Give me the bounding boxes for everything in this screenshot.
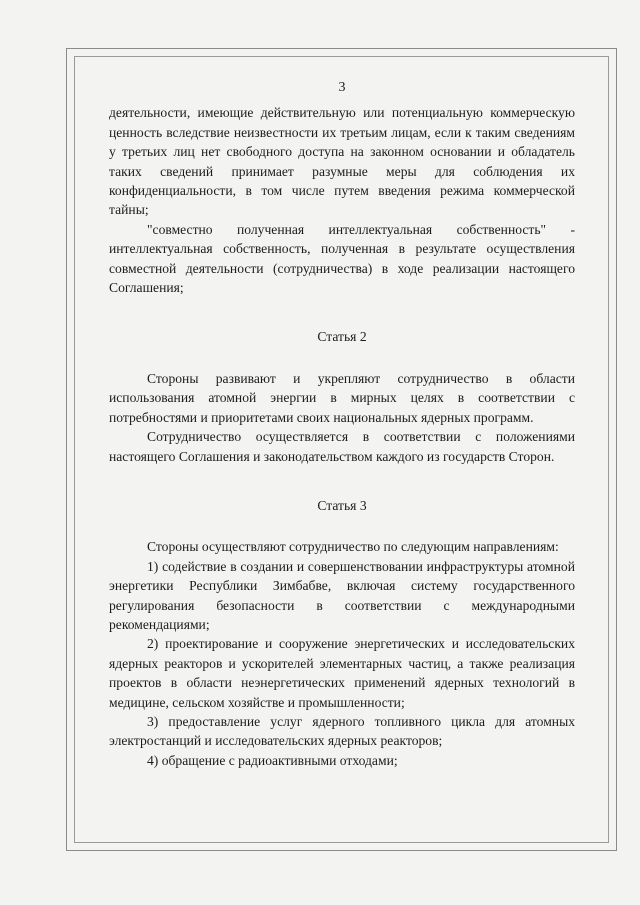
article-3-intro: Стороны осуществляют сотрудничество по следующим направлениям: bbox=[147, 539, 559, 555]
article-3-heading: Статья 3 bbox=[317, 497, 367, 513]
article-3-item-3: 3) предоставление услуг ядерного топливного цикла для атомных электростанций и исследовательских ядерных реакторов; bbox=[109, 713, 575, 749]
article-2-paragraph-1: Стороны развивают и укрепляют сотрудничество в области использования атомной энергии в мирных целях в соответствии с потребностями и приоритетами своих национальных ядерных программ. bbox=[109, 370, 575, 425]
page-number: 3 bbox=[338, 80, 346, 95]
document-body bbox=[109, 78, 575, 770]
article-3-item-2: 2) проектирование и сооружение энергетических и исследовательских ядерных реакторов и ускорителей элементарных частиц, а также реализация проектов в области неэнергетических применений ядерных технологий в медицине, сельском хозяйстве и промышленности; bbox=[109, 636, 575, 710]
article-3-item-4: 4) обращение с радиоактивными отходами; bbox=[147, 752, 398, 768]
article-3-item-1: 1) содействие в создании и совершенствовании инфраструктуры атомной энергетики Республики Зимбабве, включая систему государственного регулирования безопасности в соответствии с международными рекомендациями; bbox=[109, 558, 575, 632]
article-2-paragraph-2: Сотрудничество осуществляется в соответствии с положениями настоящего Соглашения и законодательством каждого из государств Сторон. bbox=[109, 429, 575, 464]
article-2-heading: Статья 2 bbox=[317, 329, 367, 345]
paragraph-trade-secret-definition-end: деятельности, имеющие действительную или потенциальную коммерческую ценность вследствие неизвестности их третьим лицам, если к таким сведениям у третьих лиц нет свободного доступа на законном основании и обладатель таких сведений принимает разумные меры для соблюдения их конфиденциальности, в том числе путем введения режима коммерческой тайны; bbox=[109, 105, 575, 218]
paragraph-joint-ip-definition: "совместно полученная интеллектуальная собственность" - интеллектуальная собственность, полученная в результате осуществления совместной деятельности (сотрудничества) в ходе реализации настоящего Соглашения; bbox=[109, 221, 575, 296]
